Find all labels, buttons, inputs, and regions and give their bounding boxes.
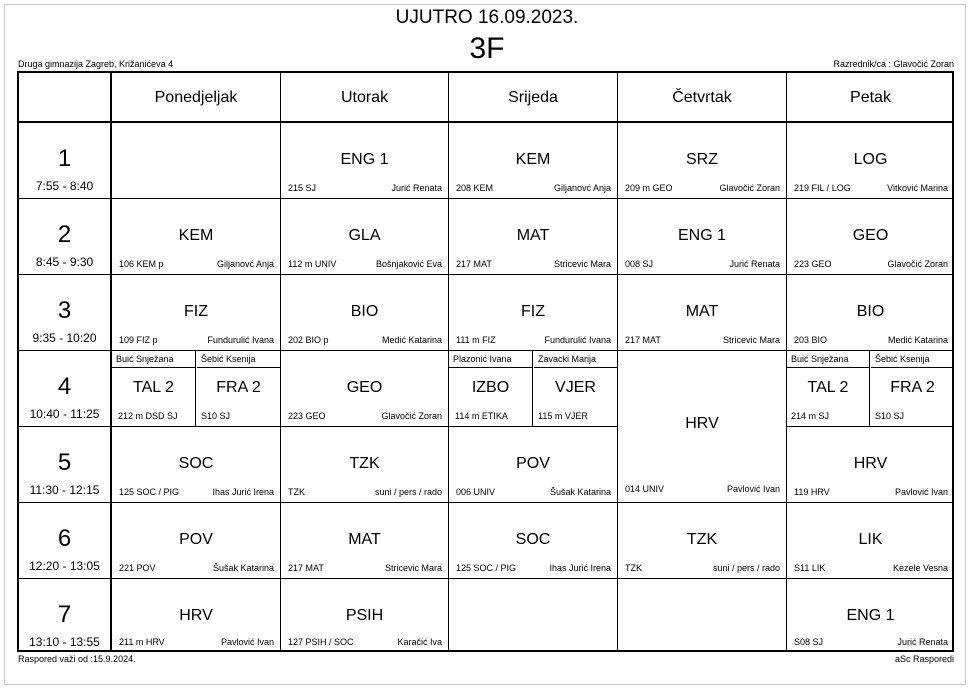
lesson-cell[interactable] [618,275,786,350]
subject-label: HRV [179,607,213,624]
lesson-cell[interactable] [281,503,448,578]
teacher-label: Giljanovć Anja [216,259,274,269]
lesson-cell[interactable] [618,199,786,274]
room-label: 125 SOC / PIG [456,563,517,573]
lesson-cell[interactable] [281,275,448,350]
teacher-label: Glavočić Zoran [887,259,948,269]
period-time: 12:20 - 13:05 [29,559,100,573]
split-divider [787,367,869,368]
lesson-cell[interactable] [787,579,954,652]
teacher-label: Glavočić Zoran [719,183,780,193]
room-label: 219 FIL / LOG [794,183,851,193]
subject-label: MAT [516,227,550,244]
room-label: 006 UNIV [456,487,496,497]
period-time: 10:40 - 11:25 [29,407,100,421]
subject-label: PSIH [345,607,384,624]
teacher-label: Šebić Ksenija [201,354,256,364]
room-label: 215 SJ [288,183,317,193]
subject-label: FRA 2 [890,379,935,396]
teacher-label: Jurić Renata [391,183,442,193]
lesson-cell[interactable] [787,503,954,578]
lesson-cell[interactable] [281,351,448,426]
teacher-label: Jurić Renata [897,637,948,647]
teacher-label: Ihas Jurić Irena [212,487,274,497]
split-divider [449,367,532,368]
subject-label: GEO [346,379,383,396]
lesson-cell[interactable] [281,427,448,502]
teacher-label: Bošnjaković Eva [375,259,442,269]
lesson-cell[interactable] [449,275,617,350]
subject-label: SOC [178,455,214,472]
subject-label: VJER [555,379,596,396]
teacher-label: Karačić Iva [397,637,442,647]
room-label: 214 m SJ [791,411,830,421]
day-header-thursday: Četvrtak [672,89,732,106]
split-divider [871,367,954,368]
room-label: 212 m DSD SJ [118,411,178,421]
room-label: 223 GEO [794,259,832,269]
split-divider [112,367,195,368]
subject-label: FIZ [521,303,545,320]
room-label: 217 MAT [625,335,661,345]
teacher-label: Stricevic Mara [384,563,442,573]
lesson-cell[interactable] [787,275,954,350]
subject-label: GLA [348,227,381,244]
room-label: 109 FIZ p [119,335,158,345]
subject-label: TAL 2 [133,379,174,396]
room-label: 223 GEO [288,411,326,421]
teacher-label: Kezele Vesna [892,563,948,573]
room-label: 221 POV [119,563,156,573]
teacher-label: Medić Katarina [381,335,442,345]
teacher-label: Plazonić Ivana [453,354,512,364]
subject-label: MAT [685,303,719,320]
room-label: 217 MAT [456,259,492,269]
room-label: 208 KEM [456,183,494,193]
teacher-label: suni / pers / rado [712,563,780,573]
lesson-cell[interactable] [112,427,280,502]
lesson-cell[interactable] [449,427,617,502]
lesson-cell[interactable] [449,503,617,578]
room-label: S10 SJ [875,411,905,421]
subject-label: GEO [852,227,889,244]
period-number: 5 [57,449,72,476]
teacher-label: Fundurulić Ivana [544,335,611,345]
teacher-label: Vitković Marina [887,183,948,193]
room-label: 209 m GEO [625,183,673,193]
subject-label: POV [179,531,213,548]
period-time: 11:30 - 12:15 [29,483,100,497]
teacher-label: Ihas Jurić Irena [549,563,611,573]
teacher-label: Stricevic Mara [722,335,780,345]
room-label: 202 BIO p [288,335,329,345]
lesson-cell[interactable] [112,503,280,578]
day-header-wednesday: Srijeda [508,89,558,106]
period-time: 8:45 - 9:30 [35,255,94,269]
homeroom-teacher: Razrednik/ca : Glavočić Zoran [833,59,954,69]
lesson-cell[interactable] [281,199,448,274]
subject-label: SRZ [686,151,718,168]
teacher-label: Glavočić Zoran [381,411,442,421]
room-label: S11 LIK [794,563,826,573]
teacher-label: Pavlović Ivan [894,487,948,497]
lesson-cell-split[interactable] [449,351,533,426]
subject-label: LOG [853,151,888,168]
room-label: 014 UNIV [625,484,665,494]
day-header-friday: Petak [850,89,891,106]
lesson-cell-split[interactable] [787,351,870,426]
room-label: 127 PSIH / SOC [288,637,354,647]
subject-label: ENG 1 [340,151,389,168]
lesson-cell[interactable] [112,199,280,274]
subject-label: BIO [350,303,379,320]
room-label: 203 BIO [794,335,828,345]
software-credit: aSc Rasporedi [894,654,954,664]
period-number: 1 [57,145,72,172]
subject-label: ENG 1 [846,607,895,624]
timetable-grid [17,71,954,652]
period-time: 9:35 - 10:20 [32,331,97,345]
teacher-label: Giljanovć Anja [553,183,611,193]
subject-label: LIK [858,531,883,548]
split-divider [534,367,617,368]
subject-label: FIZ [184,303,208,320]
period-time: 7:55 - 8:40 [35,179,94,193]
period-number: 4 [57,373,72,400]
room-label: S08 SJ [794,637,824,647]
lesson-cell[interactable] [112,275,280,350]
period-number: 7 [57,601,72,628]
subject-label: TZK [686,531,718,548]
school-name: Druga gimnazija Zagreb, Križanićeva 4 [18,59,174,69]
subject-label: TAL 2 [807,379,849,396]
teacher-label: Šušak Katarina [212,563,274,573]
subject-label: ENG 1 [677,227,726,244]
teacher-label: Šebić Ksenija [875,354,930,364]
subject-label: KEM [515,151,551,168]
lesson-cell[interactable] [112,579,280,652]
room-label: 112 m UNIV [288,259,337,269]
room-label: 111 m FIZ [456,335,496,345]
lesson-cell-split[interactable] [534,351,617,426]
lesson-cell-split[interactable] [871,351,954,426]
subject-label: MAT [348,531,381,548]
room-label: 114 m ETIKA [455,411,508,421]
room-label: 106 KEM p [119,259,164,269]
room-label: 211 m HRV [119,637,165,647]
lesson-cell[interactable] [449,123,617,198]
lesson-cell[interactable] [281,579,448,652]
subject-label: TZK [349,455,380,472]
teacher-label: Buić Snježana [116,354,174,364]
lesson-cell[interactable] [281,123,448,198]
lesson-cell-double[interactable] [618,351,786,502]
lesson-cell[interactable] [618,503,786,578]
subject-label: SOC [515,531,551,548]
subject-label: FRA 2 [216,379,261,396]
teacher-label: Pavlović Ivan [726,484,780,494]
period-number: 6 [57,525,72,552]
teacher-label: Šušak Katarina [549,487,611,497]
period-number: 2 [57,221,72,248]
period-number: 3 [57,297,72,324]
lesson-cell-split[interactable] [112,351,196,426]
day-header-tuesday: Utorak [340,89,389,106]
room-label: S10 SJ [201,411,231,421]
teacher-label: suni / pers / rado [374,487,442,497]
teacher-label: Buić Snježana [791,354,849,364]
valid-from-note: Raspored važi od :15.9.2024. [18,654,136,664]
teacher-label: Fundurulić Ivana [207,335,274,345]
room-label: 119 HRV [794,487,830,497]
day-header-monday: Ponedjeljak [154,89,238,106]
room-label: 115 m VJER [538,411,588,421]
lesson-cell[interactable] [449,199,617,274]
room-label: TZK [288,487,305,497]
schedule-title: UJUTRO 16.09.2023. [395,7,579,28]
teacher-label: Medić Katarina [887,335,948,345]
subject-label: HRV [685,415,719,432]
room-label: 008 SJ [625,259,654,269]
teacher-label: Stricevic Mara [553,259,611,269]
lesson-cell[interactable] [787,199,954,274]
room-label: TZK [625,563,642,573]
subject-label: POV [516,455,550,472]
class-name: 3F [469,32,505,65]
subject-label: HRV [853,455,888,472]
subject-label: IZBO [471,379,510,396]
teacher-label: Jurić Renata [729,259,780,269]
room-label: 125 SOC / PIG [119,487,180,497]
lesson-cell-split[interactable] [197,351,280,426]
subject-label: KEM [178,227,214,244]
teacher-label: Pavlović Ivan [220,637,274,647]
lesson-cell[interactable] [618,123,786,198]
room-label: 217 MAT [288,563,324,573]
period-time: 13:10 - 13:55 [29,635,100,649]
lesson-cell[interactable] [787,427,954,502]
lesson-cell[interactable] [787,123,954,198]
subject-label: BIO [856,303,885,320]
teacher-label: Zavacki Marija [538,354,597,364]
split-divider [197,367,280,368]
